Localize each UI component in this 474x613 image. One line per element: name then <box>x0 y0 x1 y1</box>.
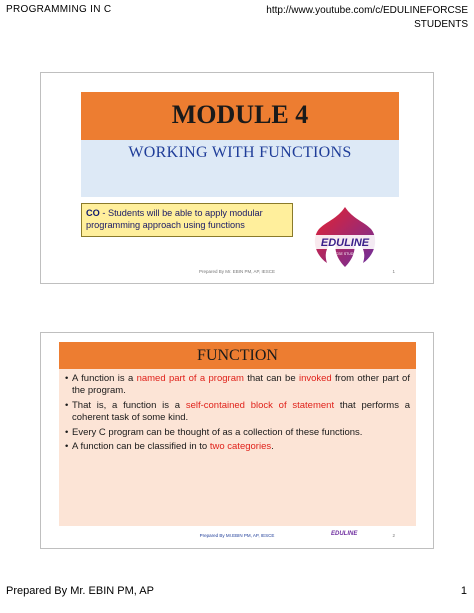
slide-2-footer: Prepared By Mr.EBIN PM, AP, IESCE <box>199 533 275 538</box>
slide-2 <box>40 332 434 549</box>
module-title: MODULE 4 <box>171 100 309 129</box>
logo-subtext: FOR CSE STUDENTS <box>327 252 363 256</box>
document-header-right <box>238 4 468 32</box>
function-content-panel <box>59 342 416 526</box>
function-heading: FUNCTION <box>59 342 416 369</box>
eduline-small-logo: EDULINE <box>331 531 358 537</box>
slide-1 <box>40 72 434 284</box>
co-label: CO <box>86 208 100 218</box>
bullet-item: • That is, a function is a self-contained block of statement that performs a coherent task of some kind. <box>65 400 410 425</box>
logo-text: EDULINE <box>320 237 370 249</box>
document-page-number: 1 <box>460 585 467 597</box>
header-url-line2: STUDENTS <box>414 19 468 30</box>
co-text: - Students will be able to apply modular programming approach using functions <box>86 208 263 230</box>
document-header-left: PROGRAMMING IN C <box>6 4 112 15</box>
module-title-banner <box>81 92 399 140</box>
slide-1-footer: Prepared By Mr. EBIN PM, AP, IESCE <box>199 269 275 274</box>
bullet-item: • A function can be classified in to two categories. <box>65 441 410 453</box>
bullet-item: • A function is a named part of a program that can be invoked from other part of the program. <box>65 373 410 398</box>
eduline-logo-icon <box>307 205 383 275</box>
bullet-item: • Every C program can be thought of as a collection of these functions. <box>65 427 410 439</box>
course-outcome-box <box>81 203 293 237</box>
slide-2-number: 2 <box>392 533 395 538</box>
module-subtitle: WORKING WITH FUNCTIONS <box>128 144 352 161</box>
module-subtitle-box <box>81 140 399 197</box>
slide-1-number: 1 <box>392 269 395 274</box>
document-footer-left: Prepared By Mr. EBIN PM, AP <box>6 585 154 597</box>
function-bullet-list <box>65 373 410 455</box>
header-url: http://www.youtube.com/c/EDULINEFORCSE <box>266 5 468 16</box>
